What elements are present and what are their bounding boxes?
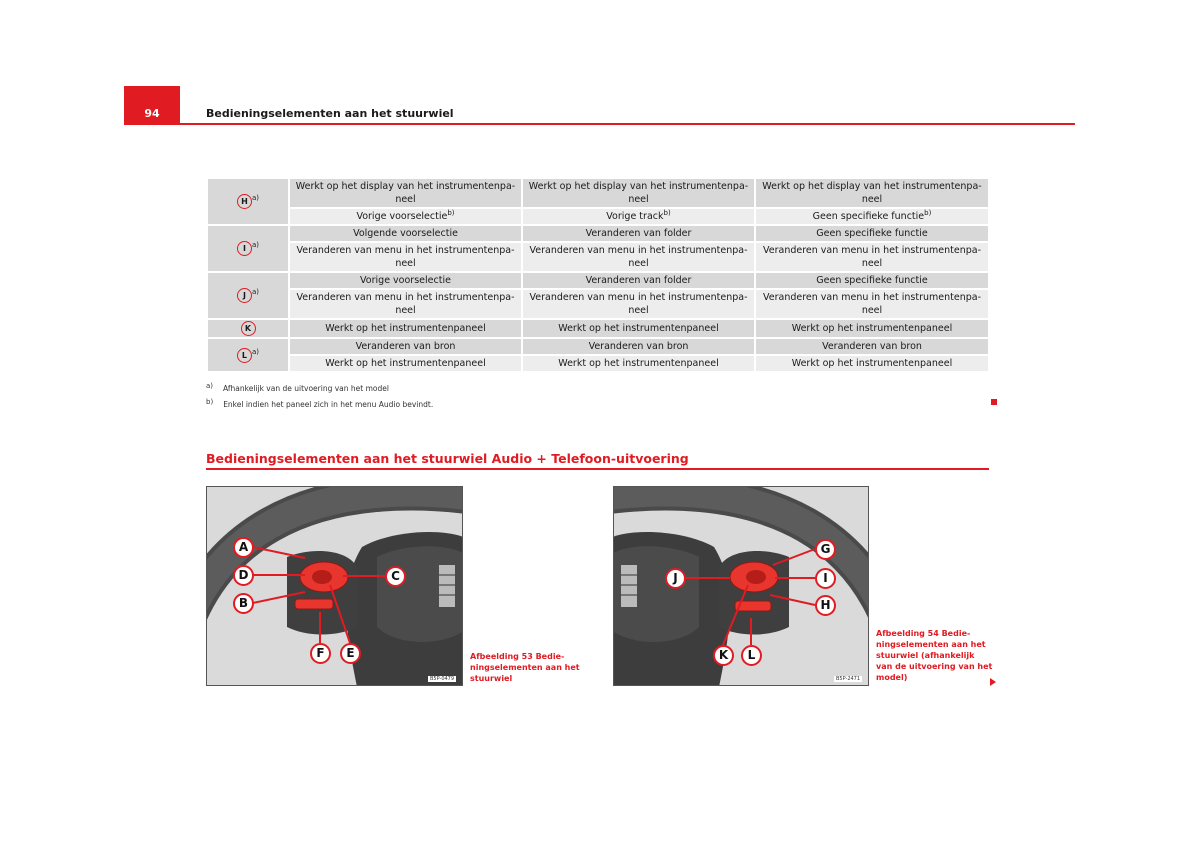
footnote-ref: a) <box>251 347 260 356</box>
table-cell-text: Werkt op het instrumentenpaneel <box>325 323 486 334</box>
table-key-cell <box>207 225 289 272</box>
table-cell-text: Veranderen van menu in het instrumentenpa- neel <box>529 245 748 269</box>
table-cell <box>522 338 755 355</box>
table-cell-text: Veranderen van bron <box>822 341 922 352</box>
table-cell-text: Veranderen van bron <box>588 341 689 352</box>
table-cell-text: Veranderen van folder <box>585 228 692 239</box>
table-cell-text: Geen specifieke functie <box>816 228 928 239</box>
table-cell-text: Vorige track <box>606 211 664 222</box>
footnote-ref: a) <box>251 287 260 296</box>
table-row <box>207 289 988 319</box>
figure-53-code: B5P-0479 <box>430 676 455 682</box>
table-cell-text: Werkt op het instrumentenpaneel <box>791 358 953 369</box>
table-row <box>207 355 988 371</box>
section-end-marker <box>991 399 997 405</box>
footnote-ref: b) <box>924 208 932 217</box>
table-cell <box>289 319 522 338</box>
table-cell-text: Veranderen van bron <box>355 341 456 352</box>
key-circle-icon: J <box>237 288 252 303</box>
table-row <box>207 319 988 338</box>
table-cell <box>755 355 988 371</box>
callout-label: K <box>713 645 734 666</box>
table-cell-text: Vorige voorselectie <box>360 275 451 286</box>
table-cell-text: Vorige voorselectie <box>356 211 448 222</box>
table-cell <box>755 289 988 319</box>
table-cell-text: Werkt op het display van het instrumentenpa- neel <box>762 181 982 205</box>
table-cell-text: Werkt op het instrumentenpaneel <box>558 323 719 334</box>
table-key-cell <box>207 338 289 371</box>
table-cell-text: Volgende voorselectie <box>353 228 458 239</box>
footnote-b: $^{b)}$ Enkel indien het paneel zich in het menu Audio bevindt. <box>206 397 434 409</box>
footnote-ref: b) <box>447 208 455 217</box>
table-cell-text: Werkt op het instrumentenpaneel <box>791 323 953 334</box>
table-row <box>207 272 988 289</box>
table-cell <box>755 225 988 242</box>
section-rule <box>206 468 989 470</box>
key-circle-icon: H <box>237 194 252 209</box>
section-heading: Bedieningselementen aan het stuurwiel Audio + Telefoon-uitvoering <box>206 451 689 466</box>
table-cell-text: Veranderen van menu in het instrumentenpa- neel <box>296 245 515 269</box>
table-cell-text: Veranderen van menu in het instrumentenpa- neel <box>296 292 515 316</box>
table-cell-text: Werkt op het display van het instrumentenpa- neel <box>528 181 749 205</box>
table-key-cell <box>207 178 289 225</box>
page-title: Bedieningselementen aan het stuurwiel <box>206 107 454 120</box>
figure-53-image <box>206 486 463 686</box>
table-cell-text: Geen specifieke functie <box>812 211 925 222</box>
callout-label: I <box>815 568 836 589</box>
table-cell-text: Veranderen van menu in het instrumentenpa- neel <box>763 245 981 269</box>
table-row <box>207 242 988 272</box>
table-key-cell <box>207 319 289 338</box>
callout-label: G <box>815 539 836 560</box>
figure-53-caption: Afbeelding 53 Bedie- ningselementen aan het stuurwiel <box>470 652 580 683</box>
table-cell <box>522 289 755 319</box>
table-row <box>207 208 988 225</box>
table-cell <box>289 289 522 319</box>
footnote-a: $^{a)}$ Afhankelijk van de uitvoering van het model <box>206 381 389 393</box>
figure-54-code: B5P-2471 <box>836 676 861 682</box>
key-circle-icon: K <box>241 321 256 336</box>
callout-label: L <box>741 645 762 666</box>
table-cell <box>755 272 988 289</box>
footnote-ref: b) <box>663 208 671 217</box>
table-row <box>207 338 988 355</box>
callout-label: B <box>233 593 254 614</box>
table-cell-text: Geen specifieke functie <box>816 275 928 286</box>
callout-label: F <box>310 643 331 664</box>
table-cell <box>289 225 522 242</box>
table-row <box>207 178 988 208</box>
table-cell <box>522 208 755 225</box>
table-cell-text: Werkt op het instrumentenpaneel <box>325 358 486 369</box>
page-number: 94 <box>144 107 160 120</box>
table-cell <box>289 338 522 355</box>
controls-table <box>206 177 988 371</box>
callout-label: H <box>815 595 836 616</box>
table-cell <box>755 319 988 338</box>
table-cell <box>289 178 522 208</box>
key-circle-icon: L <box>237 348 252 363</box>
callout-label: J <box>665 568 686 589</box>
table-cell <box>522 178 755 208</box>
table-cell <box>755 242 988 272</box>
table-cell <box>522 319 755 338</box>
table-cell-text: Veranderen van menu in het instrumentenpa- neel <box>529 292 748 316</box>
table-cell-text: Werkt op het display van het instrumentenpa- neel <box>295 181 516 205</box>
callout-label: C <box>385 566 406 587</box>
table-cell <box>755 178 988 208</box>
table-cell <box>755 208 988 225</box>
table-cell <box>289 355 522 371</box>
table-cell-text: Veranderen van menu in het instrumentenpa- neel <box>763 292 981 316</box>
callout-label: A <box>233 537 254 558</box>
table-cell <box>522 355 755 371</box>
footnote-ref: a) <box>251 193 260 202</box>
header-rule <box>124 123 1075 125</box>
table-cell <box>755 338 988 355</box>
key-circle-icon: I <box>237 241 252 256</box>
table-cell-text: Werkt op het instrumentenpaneel <box>558 358 719 369</box>
table-cell <box>289 208 522 225</box>
table-cell <box>522 225 755 242</box>
figure-54-caption: Afbeelding 54 Bedie- ningselementen aan het stuurwiel (afhankelijk van de uitvoering van het model) <box>876 629 993 682</box>
table-cell <box>522 272 755 289</box>
callout-label: D <box>233 565 254 586</box>
footnote-ref: a) <box>251 240 260 249</box>
table-cell-text: Veranderen van folder <box>585 275 692 286</box>
table-row <box>207 225 988 242</box>
table-cell <box>289 242 522 272</box>
callout-label: E <box>340 643 361 664</box>
table-cell <box>289 272 522 289</box>
continue-arrow-icon <box>990 678 996 686</box>
table-cell <box>522 242 755 272</box>
table-key-cell <box>207 272 289 319</box>
